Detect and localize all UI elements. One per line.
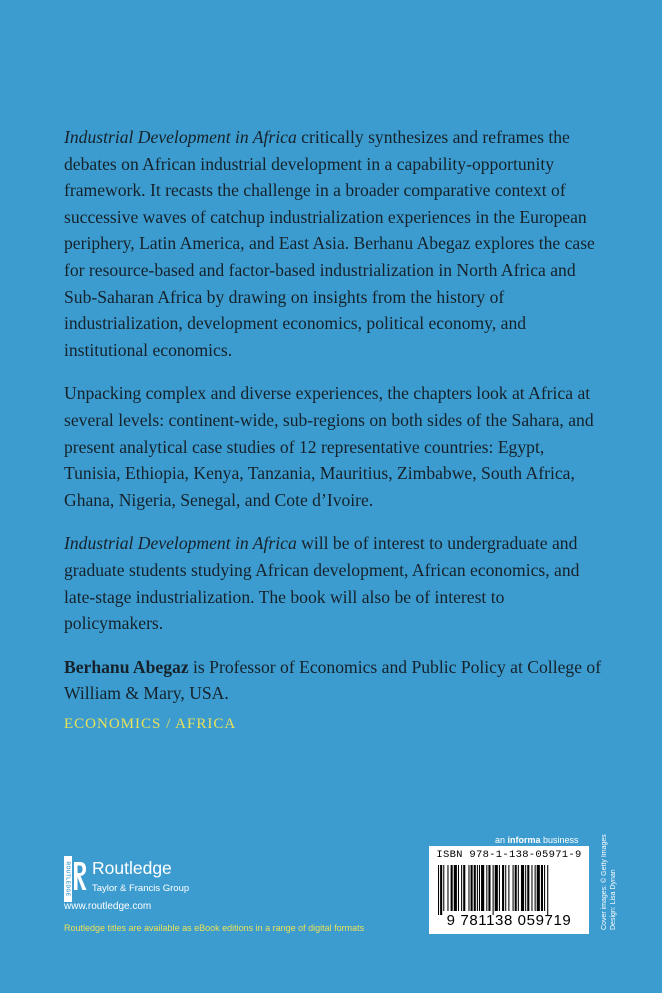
audience-paragraph: Industrial Development in Africa will be of interest to undergraduate and graduate students studying African development, African economics, and late-stage industrialization. The book will also be of interest to policymakers. [64, 533, 580, 634]
back-cover-blurb [64, 124, 604, 724]
svg-text:ROUTLEDGE: ROUTLEDGE [64, 861, 71, 897]
isbn-barcode [429, 846, 589, 934]
author-bio: Berhanu Abegaz is Professor of Economics and Public Policy at College of William & Mary, USA. [64, 656, 602, 704]
publisher-group: Taylor & Francis Group [92, 883, 190, 894]
subject-category: ECONOMICS / AFRICA [64, 716, 237, 732]
barcode-bars [438, 865, 580, 915]
author-name: Berhanu Abegaz [64, 656, 189, 677]
publisher-url[interactable]: www.routledge.com [64, 901, 152, 912]
publisher-name: Routledge [92, 858, 172, 878]
cover-credits: Cover images: © Getty Images Design: Lisa Dynan [601, 834, 617, 930]
book-title-italic: Industrial Development in Africa [64, 533, 297, 554]
book-title-italic: Industrial Development in Africa [64, 127, 297, 147]
ean-digits: 9 781138 059719 [446, 912, 572, 929]
routledge-logo-icon [64, 856, 88, 902]
description-paragraph-1: Industrial Development in Africa critically synthesizes and reframes the debates on African industrial development in a capability-opportunity framework. It recasts the challenge in a broader comparative context of successive waves of catchup industrialization experiences in the European periphery, Latin America, and East Asia. Berhanu Abegaz explores the case for resource-based and factor-based industrialization in North Africa and Sub-Saharan Africa by drawing on insights from the history of industrialization, development economics, political economy, and institutional economics. [64, 127, 595, 360]
informa-business-tag: an informa business [495, 835, 579, 845]
ebook-availability-note: Routledge titles are available as eBook editions in a range of digital formats [64, 923, 365, 933]
description-paragraph-2: Unpacking complex and diverse experiences, the chapters look at Africa at several levels: continent-wide, sub-regions on both sides of the Sahara, and present analytical case studies of 12 representative countries: Egypt, Tunisia, Ethiopia, Kenya, Tanzania, Mauritius, Zimbabwe, South Africa, Ghana, Nigeria, Senegal, and Cote d’Ivoire. [64, 383, 594, 510]
isbn-number: ISBN 978-1-138-05971-9 [436, 849, 582, 861]
